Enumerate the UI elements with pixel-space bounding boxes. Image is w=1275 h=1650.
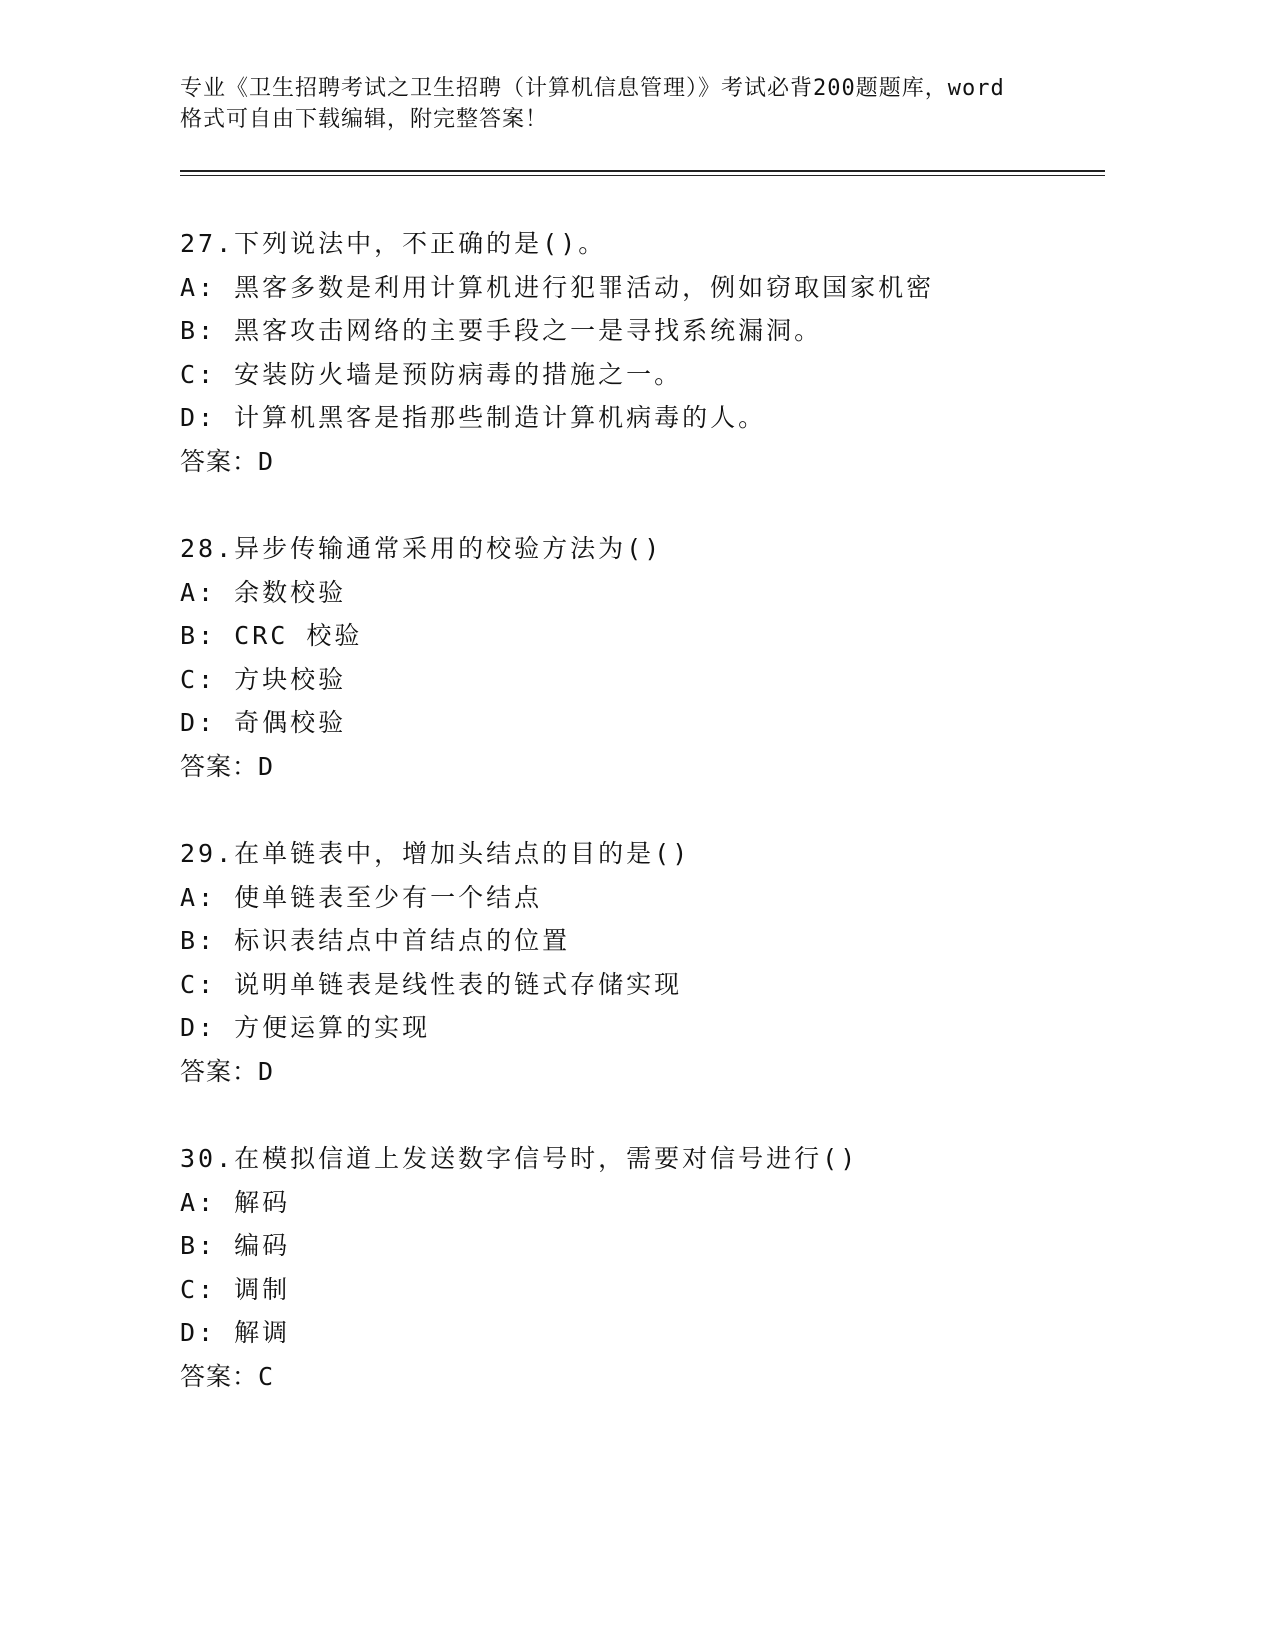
option-c: C: 安装防火墙是预防病毒的措施之一。 [180, 359, 683, 389]
option-b: B: 编码 [180, 1231, 291, 1260]
option-d: D: 奇偶校验 [180, 708, 347, 737]
question-28 [180, 527, 1080, 788]
answer-label: 答案： [180, 446, 259, 476]
option-d: D: 方便运算的实现 [180, 1013, 431, 1042]
option-c: C: 说明单链表是线性表的链式存储实现 [180, 969, 683, 999]
question-stem: 27.下列说法中，不正确的是()。 [180, 229, 607, 258]
answer-label: 答案： [180, 751, 259, 781]
question-30 [180, 1137, 1080, 1398]
header-title-line-2: 格式可自由下载编辑，附完整答案！ [180, 107, 549, 132]
header-divider-thin [180, 175, 1105, 176]
option-a: A: 解码 [180, 1187, 291, 1217]
question-27 [180, 222, 1080, 483]
question-29 [180, 832, 1080, 1093]
question-stem: 30.在模拟信道上发送数字信号时，需要对信号进行() [180, 1144, 859, 1173]
answer-line [180, 440, 1080, 484]
option-b: B: CRC 校验 [180, 621, 363, 650]
answer-value: C [258, 1361, 275, 1391]
question-stem: 29.在单链表中，增加头结点的目的是() [180, 839, 691, 868]
option-d: D: 计算机黑客是指那些制造计算机病毒的人。 [180, 403, 767, 432]
option-b: B: 黑客攻击网络的主要手段之一是寻找系统漏洞。 [180, 316, 823, 345]
document-header [180, 73, 1060, 135]
option-d: D: 解调 [180, 1318, 291, 1347]
option-a: A: 余数校验 [180, 577, 347, 607]
answer-value: D [258, 446, 275, 476]
header-divider-thick [180, 170, 1105, 172]
answer-line [180, 1355, 1080, 1399]
option-c: C: 调制 [180, 1274, 291, 1304]
question-stem: 28.异步传输通常采用的校验方法为() [180, 534, 663, 563]
option-c: C: 方块校验 [180, 664, 347, 694]
answer-line [180, 1050, 1080, 1094]
option-a: A: 使单链表至少有一个结点 [180, 882, 543, 912]
answer-line [180, 745, 1080, 789]
option-b: B: 标识表结点中首结点的位置 [180, 926, 571, 955]
answer-label: 答案： [180, 1056, 259, 1086]
answer-value: D [258, 751, 275, 781]
header-title-line-1: 专业《卫生招聘考试之卫生招聘（计算机信息管理）》考试必背200题题库，word [180, 76, 1005, 101]
option-a: A: 黑客多数是利用计算机进行犯罪活动，例如窃取国家机密 [180, 272, 935, 302]
answer-value: D [258, 1056, 275, 1086]
answer-label: 答案： [180, 1361, 259, 1391]
